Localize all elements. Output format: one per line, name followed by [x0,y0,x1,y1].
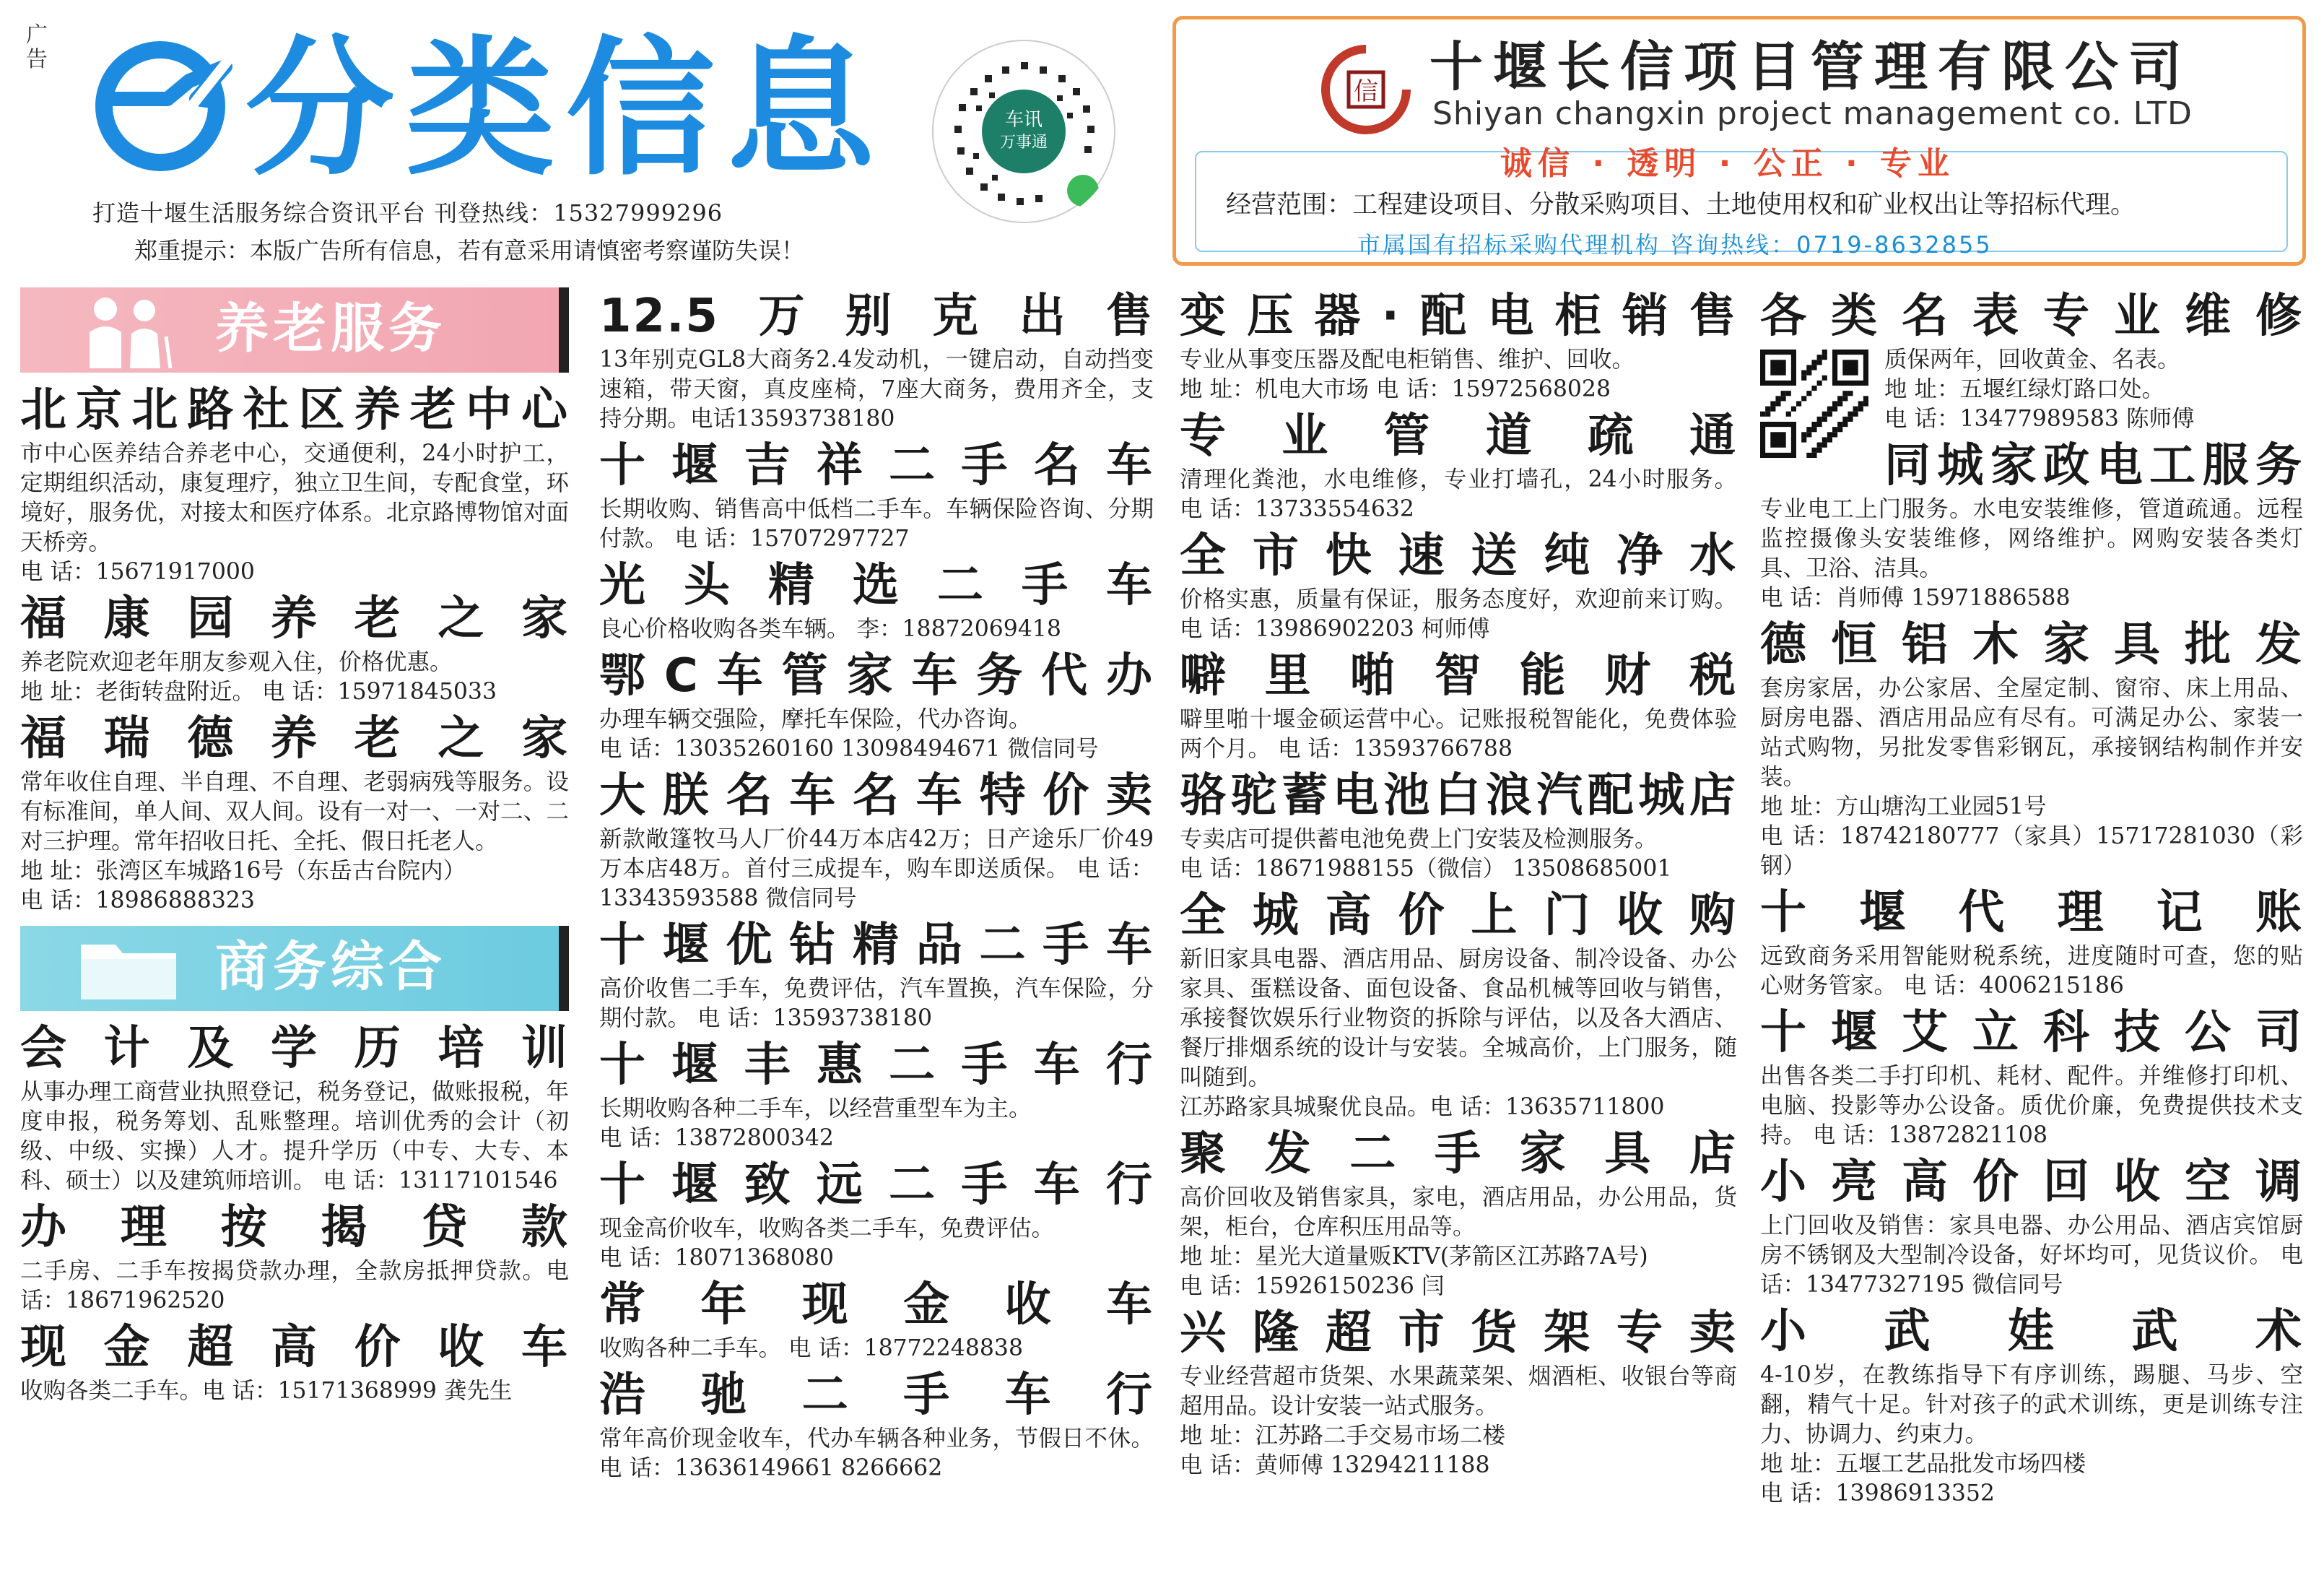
ad-body: 良心价格收购各类车辆。 李：18872069418 [599,616,1061,642]
classified-ad [1760,884,2303,1001]
column-1 [20,287,569,1409]
ad-title: 德恒铝木家具批发 [1760,618,2303,672]
column-4 [1760,287,2303,1512]
section-banner-elderly [20,287,569,373]
ad-body: 质保两年，回收黄金、名表。 地 址：五堰红绿灯路口处。 电 话：13477989583 陈师傅 [1884,347,2195,432]
ad-body: 噼里啪十堰金硕运营中心。记账报税智能化，免费体验两个月。 电 话：13593766788 [1180,706,1737,762]
ad-body: 高价收售二手车，免费评估，汽车置换，汽车保险，分期付款。 电 话：13593738180 [599,976,1154,1031]
ad-title: 十堰代理记账 [1760,886,2303,940]
classified-ad [599,1366,1154,1483]
qr-code-icon[interactable] [1760,350,1868,458]
ad-title: 光头精选二手车 [599,559,1154,612]
classified-ad [20,710,569,916]
ad-title: 各类名表专业维修 [1760,290,2303,343]
ad-title: 办理按揭贷款 [20,1201,569,1254]
classified-ad [599,916,1154,1033]
qr-label-bottom: 万事通 [999,134,1048,152]
brand-logo-icon [81,38,240,175]
classified-ad [599,1276,1154,1363]
company-hotline: 市属国有招标采购代理机构 咨询热线：0719-8632855 [1357,231,1993,259]
company-seal-icon [1321,45,1411,134]
ad-title: 全市快速送纯净水 [1180,529,1737,583]
section-title-elderly: 养老服务 [215,298,446,360]
classified-ad [599,437,1154,554]
ad-title: 十堰优钻精品二手车 [599,919,1154,972]
section-banner-business [20,926,569,1011]
classified-ad [599,557,1154,644]
ad-body: 从事办理工商营业执照登记，税务登记，做账报税，年度申报，税务筹划、乱账整理。培训优秀的会计（初级、中级、实操）人才。提升学历（中专、大专、本科、硕士）以及建筑师培训。 电 话：13117101546 [20,1079,569,1194]
ad-body: 清理化粪池，水电维修，专业打墙孔，24小时服务。 电 话：13733554632 [1180,467,1737,522]
company-name: 十堰长信项目管理有限公司 [1429,36,2192,98]
ad-title: 变压器·配电柜销售 [1180,290,1737,343]
classified-ad [20,1199,569,1316]
ad-body: 收购各类二手车。电 话：15171368999 龚先生 [20,1378,513,1404]
column-3 [1180,287,1737,1483]
ad-title: 福瑞德养老之家 [20,712,569,766]
classified-ad [1180,1125,1737,1301]
ad-title: 12.5万别克出售 [599,290,1154,343]
column-2 [599,287,1154,1486]
ad-body: 专业从事变压器及配电柜销售、维护、回收。 地 址：机电大市场 电 话：15972568028 [1180,347,1635,402]
ad-title: 噼里啪智能财税 [1180,649,1737,703]
section-title-business: 商务综合 [215,936,446,998]
ad-title: 会计及学历培训 [20,1022,569,1075]
ad-body: 收购各种二手车。 电 话：18772248838 [599,1335,1023,1361]
ad-label: 广告 [26,22,48,72]
ad-body: 专业电工上门服务。水电安装维修，管道疏通。远程监控摄像头安装维修，网络维护。网购安装各类灯具、卫浴、洁具。 电 话：肖师傅 15971886588 [1760,496,2303,611]
classified-ad [1760,437,2303,613]
classified-ad [1180,887,1737,1122]
ad-body: 4-10岁，在教练指导下有序训练，踢腿、马步、空翻，精气十足。针对孩子的武术训练，更是训练专注力、协调力、约束力。 地 址：五堰工艺品批发市场四楼 电 话：13986913352 [1760,1362,2303,1506]
ad-body: 长期收购各种二手车，以经营重型车为主。 电 话：13872800342 [599,1096,1032,1151]
ad-title: 十堰艾立科技公司 [1760,1006,2303,1059]
classified-ad [1760,616,2303,881]
ad-body: 上门回收及销售：家具电器、办公用品、酒店宾馆厨房不锈钢及大型制冷设备，好坏均可，见货议价。 电 话：13477327195 微信同号 [1760,1213,2303,1298]
ad-title: 同城家政电工服务 [1884,439,2303,493]
classified-ad [1760,1004,2303,1150]
ad-title: 全城高价上门收购 [1180,889,1737,942]
classified-ad [20,381,569,587]
ad-title: 专业管道疏通 [1180,409,1737,463]
ad-title: 北京北路社区养老中心 [20,383,569,437]
elderly-couple-icon [71,293,179,368]
page-title: 分类信息 [245,22,887,196]
classified-ad [1180,287,1737,404]
ad-title: 兴隆超市货架专卖 [1180,1306,1737,1360]
ad-title: 大朕名车名车特价卖 [599,769,1154,823]
ad-title: 福康园养老之家 [20,592,569,646]
notice-text: 郑重提示：本版广告所有信息，若有意采用请慎密考察谨防失误！ [134,237,805,264]
service-ad-list [1180,287,1737,1480]
classified-ad [1760,287,2303,434]
company-scope: 经营范围：工程建设项目、分散采购项目、土地使用权和矿业权出让等招标代理。 [1226,191,2136,220]
ad-title: 浩驰二手车行 [599,1369,1154,1422]
classified-ad [20,1319,569,1406]
classified-ad [599,287,1154,434]
classified-ad [1180,647,1737,764]
classified-ad [1760,1303,2303,1509]
classified-ad [1180,407,1737,524]
ad-body: 专卖店可提供蓄电池免费上门安装及检测服务。 电 话：18671988155（微信） 13508685001 [1180,826,1672,882]
ad-body: 价格实惠，质量有保证，服务态度好，欢迎前来订购。 电 话：13986902203 柯师傅 [1180,586,1737,642]
classified-ad [599,767,1154,914]
ad-title: 十堰吉祥二手名车 [599,439,1154,493]
seal-char: 信 [1354,77,1378,106]
company-motto: 诚信 · 透明 · 公正 · 专业 [1500,145,1956,182]
classified-ad [599,647,1154,764]
ad-body: 新旧家具电器、酒店用品、厨房设备、制冷设备、办公家具、蛋糕设备、面包设备、食品机械等回收与销售，承接餐饮娱乐行业物资的拆除与评估，以及各大酒店、餐厅排烟系统的设计与安装。全城高价，上门服务，随叫随到。 江苏路家具城聚优良品。电 话：13635711800 [1180,946,1737,1120]
ad-body: 高价回收及销售家具，家电，酒店用品，办公用品，货架，柜台，仓库积压用品等。 地 址：星光大道量贩KTV(茅箭区江苏路7A号) 电 话：15926150236 闫 [1180,1184,1737,1299]
folder-icon [78,937,179,1002]
classified-ad [1760,1153,2303,1300]
car-ad-list [599,287,1154,1483]
ad-body: 常年收住自理、半自理、不自理、老弱病残等服务。设有标准间，单人间、双人间。设有一对一、一对二、二对三护理。常年招收日托、全托、假日托老人。 地 址：张湾区车城路16号（东岳古台院内） 电 话：18986888323 [20,769,569,914]
ad-body: 办理车辆交强险，摩托车保险，代办咨询。 电 话：13035260160 13098494671 微信同号 [599,706,1099,762]
ad-body: 套房家居，办公家居、全屋定制、窗帘、床上用品、厨房电器、酒店用品应有尽有。可满足办公、家装一站式购物，另批发零售彩钢瓦，承接钢结构制作并安装。 地 址：方山塘沟工业园51号 电 话：18742180777（家具）15717281030（彩钢） [1760,675,2303,879]
ad-body: 专业经营超市货架、水果蔬菜架、烟酒柜、收银台等商超用品。设计安装一站式服务。 地 址：江苏路二手交易市场二楼 电 话：黄师傅 13294211188 [1180,1363,1737,1478]
ad-body: 长期收购、销售高中低档二手车。车辆保险咨询、分期付款。 电 话：15707297727 [599,496,1154,552]
ad-title: 小亮高价回收空调 [1760,1155,2303,1209]
classified-ad [1180,527,1737,644]
classified-ad [1180,1304,1737,1480]
mini-program-code-icon[interactable] [930,38,1118,225]
ad-body: 13年别克GL8大商务2.4发动机，一键启动，自动挡变速箱，带天窗，真皮座椅，7座大商务，费用齐全，支持分期。电话13593738180 [599,347,1154,432]
ad-body: 新款敞篷牧马人厂价44万本店42万；日产途乐厂价49万本店48万。首付三成提车，购车即送质保。 电 话：13343593588 微信同号 [599,826,1154,911]
ad-body: 常年高价现金收车，代办车辆各种业务，节假日不休。 电 话：13636149661 8266662 [599,1426,1154,1481]
business-ad-list [20,1020,569,1406]
ad-title: 骆驼蓄电池白浪汽配城店 [1180,769,1737,823]
classified-ad [1180,767,1737,884]
ad-title: 十堰致远二手车行 [599,1158,1154,1212]
elderly-ad-list [20,381,569,916]
company-name-en: Shiyan changxin project management co. LTD [1432,95,2193,132]
classified-ad [599,1156,1154,1273]
ad-title: 现金超高价收车 [20,1321,569,1374]
misc-ad-list [1760,287,2303,1509]
ad-title: 常年现金收车 [599,1278,1154,1332]
qr-label-top: 车讯 [1004,109,1043,131]
classified-ad [599,1036,1154,1153]
classified-ad [20,590,569,707]
ad-body: 远致商务采用智能财税系统，进度随时可查，您的贴心财务管家。 电 话：4006215186 [1760,943,2303,999]
ad-body: 市中心医养结合养老中心，交通便利，24小时护工，定期组织活动，康复理疗，独立卫生间，专配食堂，环境好，服务优，对接太和医疗体系。北京路博物馆对面天桥旁。 电 话：15671917000 [20,441,569,585]
ad-body: 二手房、二手车按揭贷款办理，全款房抵押贷款。电 话：18671962520 [20,1258,569,1314]
ad-title: 十堰丰惠二手车行 [599,1038,1154,1092]
ad-body: 出售各类二手打印机、耗材、配件。并维修打印机、电脑、投影等办公设备。质优价廉，免费提供技术支持。 电 话：13872821108 [1760,1063,2303,1148]
ad-title: 聚发二手家具店 [1180,1127,1737,1181]
ad-body: 现金高价收车，收购各类二手车，免费评估。 电 话：18071368080 [599,1215,1055,1271]
ad-title: 小武娃武术 [1760,1305,2303,1358]
ad-title: 鄂C车管家车务代办 [599,649,1154,703]
slogan-text: 打造十堰生活服务综合资讯平台 刊登热线：15327999296 [92,199,723,227]
classified-ad [20,1020,569,1196]
ad-body: 养老院欢迎老年朋友参观入住，价格优惠。 地 址：老街转盘附近。 电 话：15971845033 [20,649,497,705]
